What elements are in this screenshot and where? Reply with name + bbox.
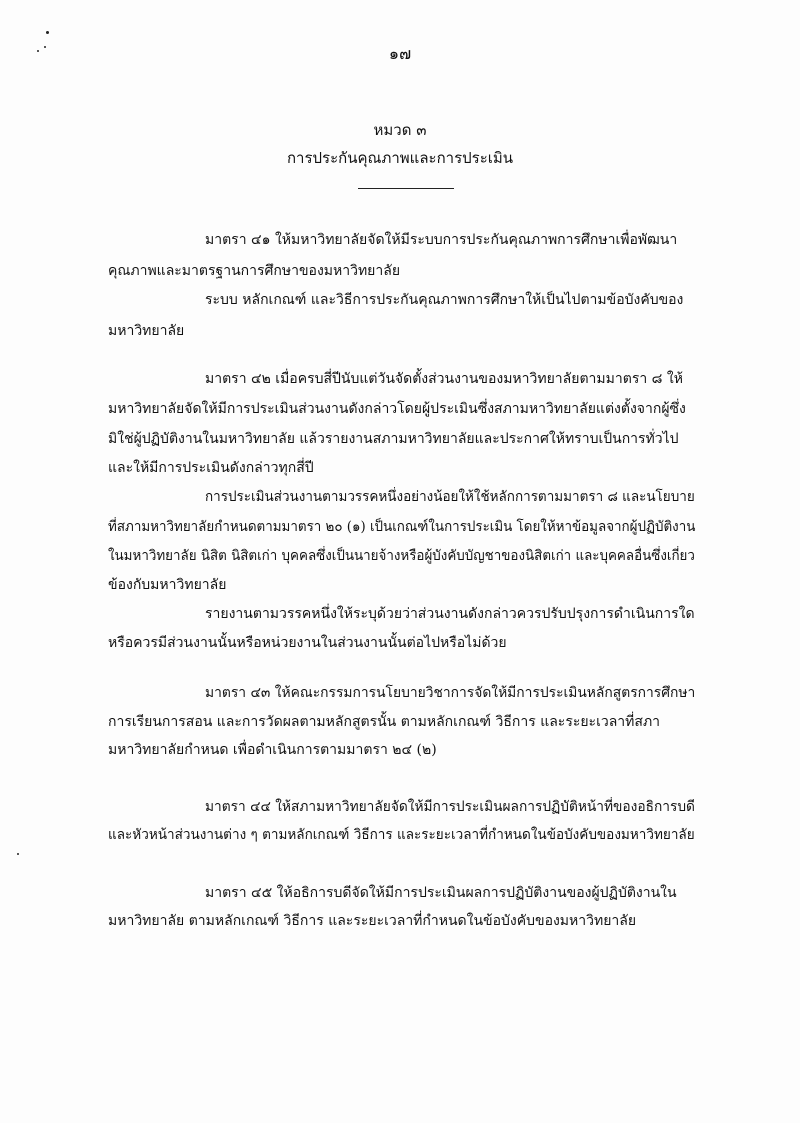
section-42-line-1: มาตรา ๔๒ เมื่อครบสี่ปีนับแต่วันจัดตั้งส่วนงานของมหาวิทยาลัยตามมาตรา ๘ ให้ [205,371,683,387]
section-41-para-2-line-2: มหาวิทยาลัย [108,323,185,339]
section-42-para-3-line-2: หรือควรมีส่วนงานนั้นหรือหน่วยงานในส่วนงานนั้นต่อไปหรือไม่ด้วย [108,635,507,651]
section-42-para-2-line-4: ข้องกับมหาวิทยาลัย [108,577,227,593]
page-number: ๑๗ [388,44,412,63]
section-42-para-3-line-1: รายงานตามวรรคหนึ่งให้ระบุด้วยว่าส่วนงานดังกล่าวควรปรับปรุงการดำเนินการใด [205,606,695,622]
scan-speck [17,853,19,855]
section-43-line-1: มาตรา ๔๓ ให้คณะกรรมการนโยบายวิชาการจัดให้มีการประเมินหลักสูตรการศึกษา [205,685,696,701]
section-42-para-2-line-2: ที่สภามหาวิทยาลัยกำหนดตามมาตรา ๒๐ (๑) เป็นเกณฑ์ในการประเมิน โดยให้หาข้อมูลจากผู้ปฏิบัติงาน [108,519,696,535]
section-41-para-2-line-1: ระบบ หลักเกณฑ์ และวิธีการประกันคุณภาพการศึกษาให้เป็นไปตามข้อบังคับของ [205,292,684,308]
section-43-line-3: มหาวิทยาลัยกำหนด เพื่อดำเนินการตามมาตรา ๒๔ (๒) [108,742,437,758]
section-43-line-2: การเรียนการสอน และการวัดผลตามหลักสูตรนั้น ตามหลักเกณฑ์ วิธีการ และระยะเวลาที่สภา [108,714,661,730]
section-45-line-2: มหาวิทยาลัย ตามหลักเกณฑ์ วิธีการ และระยะเวลาที่กำหนดในข้อบังคับของมหาวิทยาลัย [108,913,637,929]
section-41-line-2: คุณภาพและมาตรฐานการศึกษาของมหาวิทยาลัย [108,263,401,279]
section-41-line-1: มาตรา ๔๑ ให้มหาวิทยาลัยจัดให้มีระบบการประกันคุณภาพการศึกษาเพื่อพัฒนา [205,232,678,248]
chapter-heading: หมวด ๓ [373,121,427,139]
title-underline [358,188,454,189]
section-42-para-2-line-1: การประเมินส่วนงานตามวรรคหนึ่งอย่างน้อยให้ใช้หลักการตามมาตรา ๘ และนโยบาย [205,489,695,505]
section-42-line-4: และให้มีการประเมินดังกล่าวทุกสี่ปี [108,460,314,476]
chapter-title: การประกันคุณภาพและการประเมิน [286,149,514,167]
section-45-line-1: มาตรา ๔๕ ให้อธิการบดีจัดให้มีการประเมินผลการปฏิบัติงานของผู้ปฏิบัติงานใน [205,885,677,901]
section-44-line-2: และหัวหน้าส่วนงานต่าง ๆ ตามหลักเกณฑ์ วิธีการ และระยะเวลาที่กำหนดในข้อบังคับของมหาวิทยาลัย [108,827,695,843]
section-44-line-1: มาตรา ๔๔ ให้สภามหาวิทยาลัยจัดให้มีการประเมินผลการปฏิบัติหน้าที่ของอธิการบดี [205,799,695,815]
section-42-line-3: มิใช่ผู้ปฏิบัติงานในมหาวิทยาลัย แล้วรายงานสภามหาวิทยาลัยและประกาศให้ทราบเป็นการทั่วไป [108,431,679,447]
section-42-para-2-line-3: ในมหาวิทยาลัย นิสิต นิสิตเก่า บุคคลซึ่งเป็นนายจ้างหรือผู้บังคับบัญชาของนิสิตเก่า และบุคคลอื่นซึ่งเกี่ยว [108,548,695,564]
section-42-line-2: มหาวิทยาลัยจัดให้มีการประเมินส่วนงานดังกล่าวโดยผู้ประเมินซึ่งสภามหาวิทยาลัยแต่งตั้งจากผู้ซึ่ง [108,401,686,417]
scan-speck [46,31,49,34]
